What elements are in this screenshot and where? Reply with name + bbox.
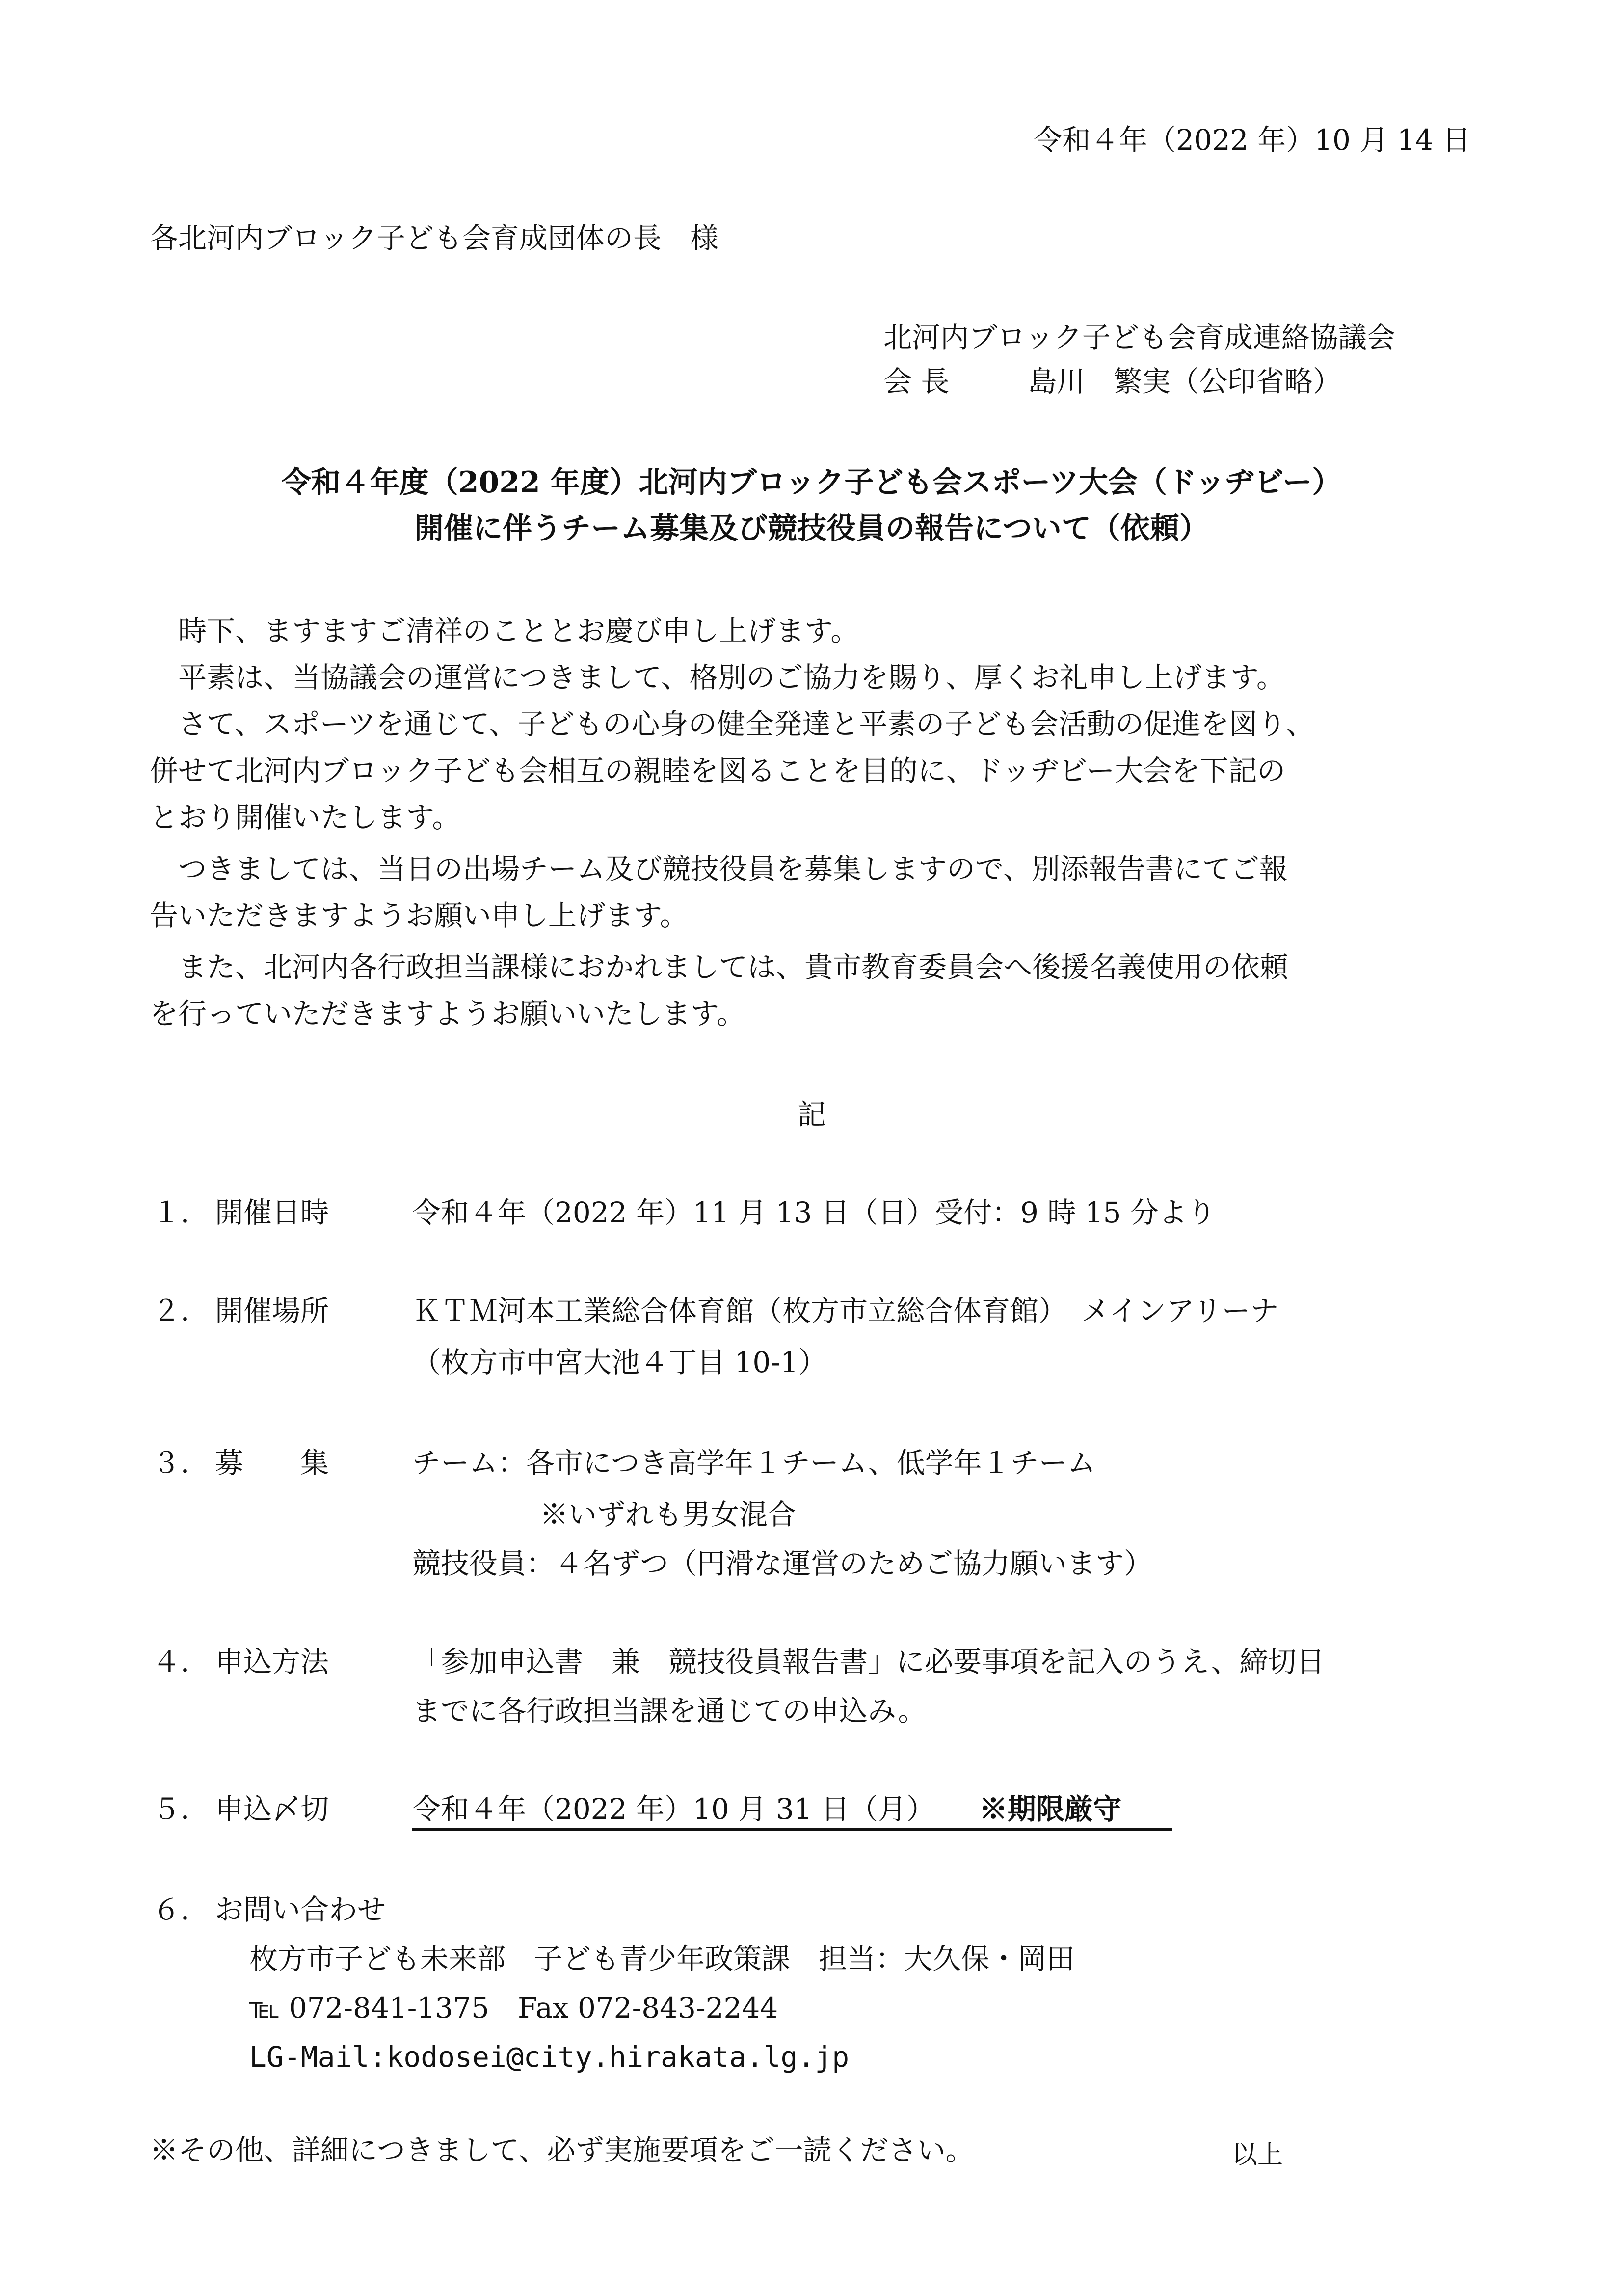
item-4-text-cont: までに各行政担当課を通じての申込み。: [412, 1694, 927, 1728]
title-line-1: 令和４年度（2022 年度）北河内ブロック子ども会スポーツ大会（ドッヂビー）: [281, 465, 1342, 500]
sender-name: 島川 繁実（公印省略）: [1028, 365, 1342, 398]
item-2-number: ２．: [152, 1294, 210, 1327]
body-line: 時下、ますますご清祥のこととお慶び申し上げます。: [150, 614, 859, 648]
body-line: さて、スポーツを通じて、子どもの心身の健全発達と平素の子ども会活動の促進を図り、: [150, 707, 1315, 741]
contact-phone: ℡ 072-841-1375 Fax 072-843-2244: [249, 1991, 778, 2025]
item-1-number: １．: [152, 1196, 210, 1229]
item-3-team: チーム：各市につき高学年１チーム、低学年１チーム: [412, 1446, 1096, 1480]
item-1-text: 令和４年（2022 年）11 月 13 日（日）受付：9 時 15 分より: [412, 1196, 1216, 1229]
item-4-text: 「参加申込書 兼 競技役員報告書」に必要事項を記入のうえ、締切日: [412, 1645, 1325, 1678]
deadline-underline: [412, 1792, 1172, 1831]
body-line: つきましては、当日の出場チーム及び競技役員を募集しますので、別添報告書にてご報: [150, 852, 1288, 886]
item-1-label: 開催日時: [215, 1196, 329, 1229]
item-3-number: ３．: [152, 1446, 210, 1480]
body-line: 併せて北河内ブロック子ども会相互の親睦を図ることを目的に、ドッヂビー大会を下記の: [150, 754, 1286, 787]
item-2-address: （枚方市中宮大池４丁目 10-1）: [412, 1346, 827, 1379]
item-3-note: ※いずれも男女混合: [540, 1498, 797, 1531]
recipient: 各北河内ブロック子ども会育成団体の長 様: [150, 221, 718, 255]
item-4-label: 申込方法: [215, 1645, 329, 1678]
title-line-2: 開催に伴うチーム募集及び競技役員の報告について（依頼）: [414, 512, 1209, 546]
item-5-label: 申込〆切: [215, 1792, 329, 1826]
body-line: とおり開催いたします。: [150, 801, 461, 834]
sender-organization: 北河内ブロック子ども会育成連絡協議会: [883, 321, 1395, 354]
item-3-officials: 競技役員：４名ずつ（円滑な運営のためご協力願います）: [412, 1547, 1153, 1580]
item-6-label: お問い合わせ: [215, 1893, 386, 1926]
sender-title: 会 長: [883, 365, 950, 398]
item-5-number: ５．: [152, 1792, 210, 1826]
item-2-text: ＫＴＭ河本工業総合体育館（枚方市立総合体育館） メインアリーナ: [412, 1294, 1279, 1327]
contact-department: 枚方市子ども未来部 子ども青少年政策課 担当：大久保・岡田: [249, 1942, 1075, 1975]
item-4-number: ４．: [152, 1645, 210, 1678]
ki-heading: 記: [798, 1098, 826, 1131]
body-line: を行っていただきますようお願いいたします。: [150, 997, 745, 1030]
item-6-number: ６．: [152, 1893, 210, 1926]
body-line: 告いただきますようお願い申し上げます。: [150, 899, 689, 932]
contact-email: LG-Mail:kodosei@city.hirakata.lg.jp: [249, 2040, 850, 2074]
deadline-note: ※期限厳守: [979, 1792, 1121, 1826]
deadline-date: 令和４年（2022 年）10 月 31 日（月）: [412, 1792, 935, 1826]
document-date: 令和４年（2022 年）10 月 14 日: [1034, 123, 1471, 157]
item-2-label: 開催場所: [215, 1294, 329, 1327]
closing-ijo: 以上: [1232, 2140, 1283, 2170]
deadline-line: [412, 1792, 1172, 1831]
item-3-label: 募 集: [215, 1446, 329, 1480]
body-line: 平素は、当協議会の運営につきまして、格別のご協力を賜り、厚くお礼申し上げます。: [150, 661, 1285, 694]
body-line: また、北河内各行政担当課様におかれましては、貴市教育委員会へ後援名義使用の依頼: [150, 950, 1289, 984]
footer-note: ※その他、詳細につきまして、必ず実施要項をご一読ください。: [150, 2134, 974, 2167]
